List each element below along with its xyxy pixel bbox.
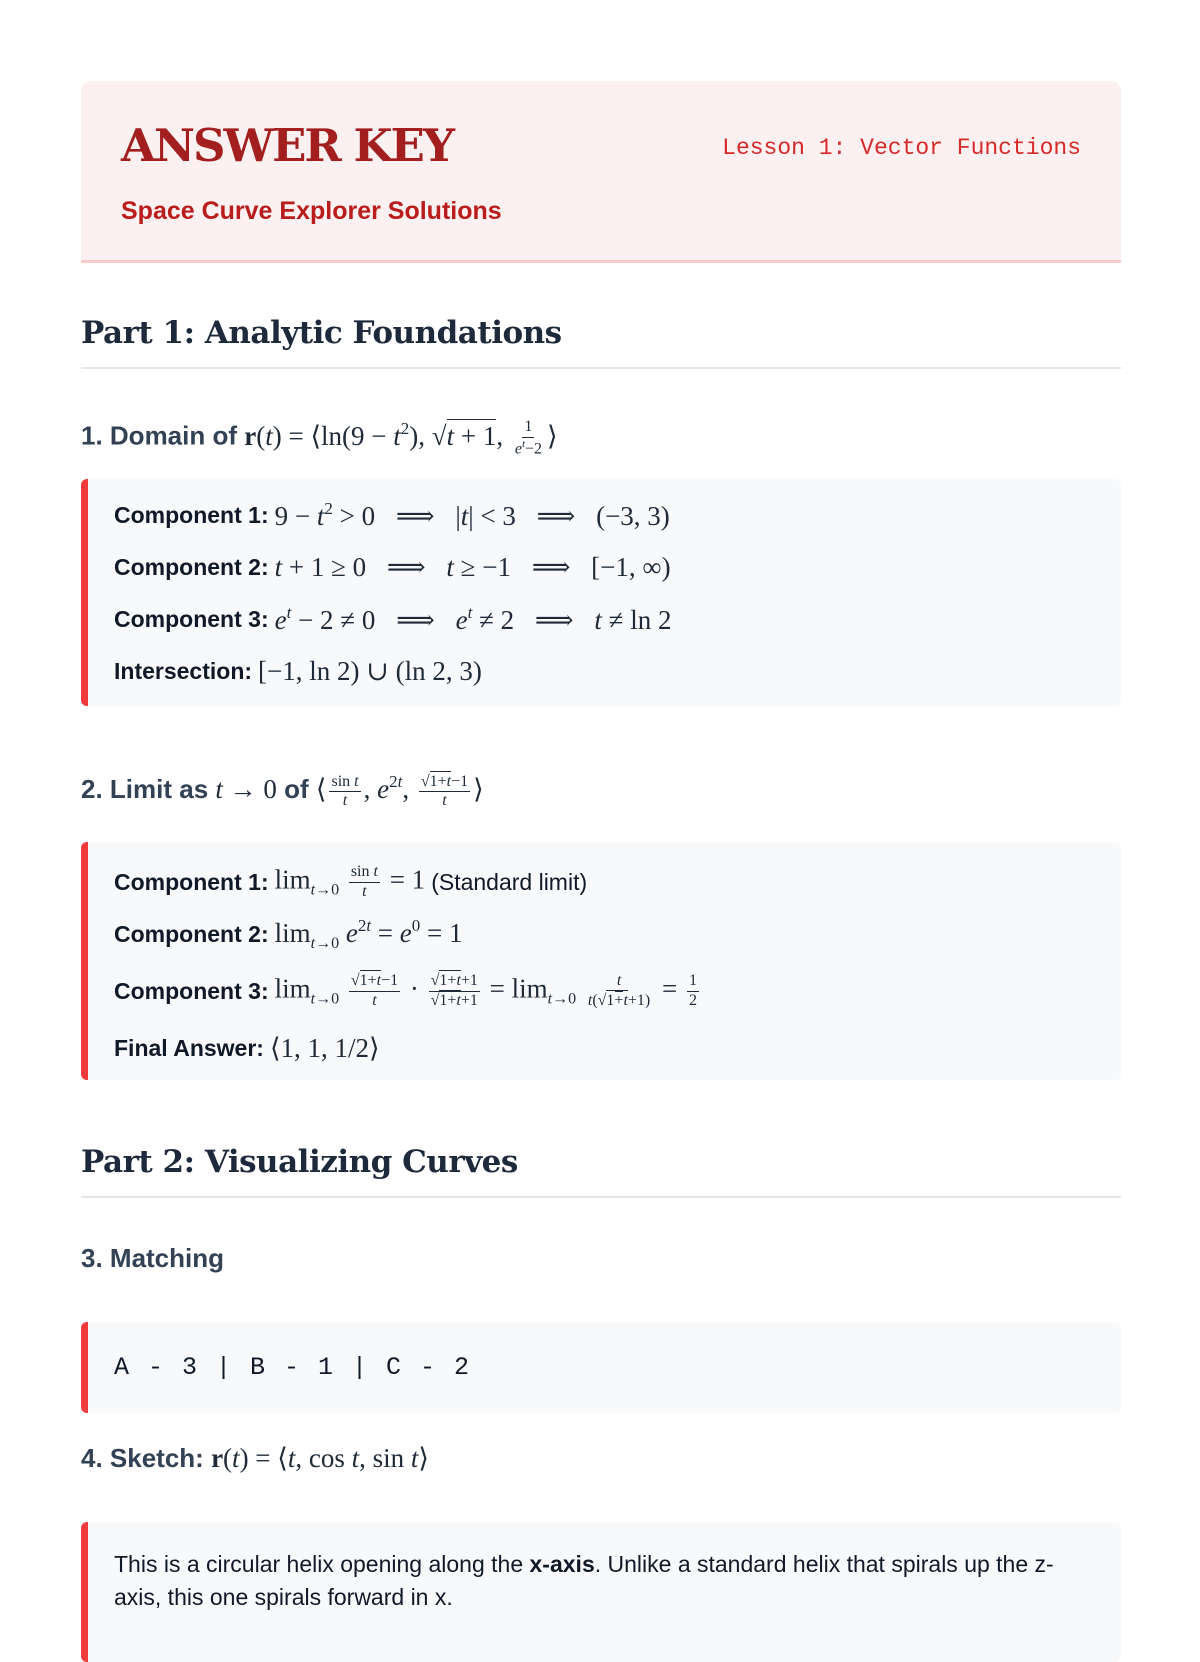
q3-label: 3. Matching <box>81 1243 225 1273</box>
q1-solution-box <box>81 479 1121 706</box>
q1-component2-math: t + 1 ≥ 0 ⟹ t ≥ −1 ⟹ [−1, ∞) <box>274 551 671 582</box>
q2-label-of: of <box>284 774 309 804</box>
q4-heading <box>81 1445 429 1472</box>
q2-label: 2. Limit as <box>81 774 209 804</box>
q1-component2: Component 2: t + 1 ≥ 0 ⟹ t ≥ −1 ⟹ [−1, ∞) <box>114 551 671 582</box>
q2-final-answer: Final Answer: ⟨1, 1, 1/2⟩ <box>114 1032 380 1063</box>
q1-intersection: Intersection: [−1, ln 2) ∪ (ln 2, 3) <box>114 655 482 686</box>
q2-final-answer-math: ⟨1, 1, 1/2⟩ <box>269 1032 380 1063</box>
page-subtitle: Space Curve Explorer Solutions <box>121 197 502 225</box>
part1-title: Part 1: Analytic Foundations <box>81 318 1121 369</box>
lesson-label: Lesson 1: Vector Functions <box>722 135 1081 161</box>
q1-component1-math: $9 - t^2 > 0$ ⟹ |t| < 3 ⟹ (−3, 3) <box>274 499 670 531</box>
q2-limit-var: t → 0 <box>215 774 277 804</box>
part2-title: Part 2: Visualizing Curves <box>81 1147 1121 1198</box>
q3-solution-box <box>81 1322 1121 1413</box>
q2-component2-math: $\lim_{t\to 0} e^{2t} = e^0 = 1$ <box>274 915 463 952</box>
q1-formula: r(t) = ⟨ln(9 − $t^2$), √t + 1, $\frac{1}{e^t-2}$ ⟩ <box>244 418 558 458</box>
q2-component1-math: $\lim_{t\to 0}$ $\frac{\text{sin t}}{t}$ = 1 <box>274 862 426 900</box>
q1-component3: Component 3: $e^t - 2 \ne 0$ ⟹ $e^t \ne 2$ ⟹ t ≠ ln 2 <box>114 603 672 635</box>
answer-key-page <box>81 81 1121 1611</box>
q4-solution-box <box>81 1522 1121 1662</box>
q4-description: This is a circular helix opening along the x-axis. Unlike a standard helix that spirals up the z-axis, this one spirals forward in x. <box>114 1551 1054 1611</box>
q1-component3-math: $e^t - 2 \ne 0$ ⟹ $e^t \ne 2$ ⟹ t ≠ ln 2 <box>274 603 672 635</box>
q3-heading <box>81 1245 224 1271</box>
q4-label: 4. Sketch: <box>81 1443 204 1473</box>
q2-component1: Component 1: $\lim_{t\to 0}$ $\frac{\text{sin t}}{t}$ = 1 (Standard limit) <box>114 862 588 900</box>
q1-heading <box>81 419 558 458</box>
q1-intersection-math: [−1, ln 2) ∪ (ln 2, 3) <box>258 655 482 686</box>
q4-formula: r(t) = ⟨t, cos t, sin t⟩ <box>211 1443 429 1473</box>
page-title: ANSWER KEY <box>121 119 453 172</box>
q2-component3-math: $\lim_{t\to 0}$ $\frac{√1+t-1}{t}$ · $\frac{√1+t+1}{√1+t+1}$ = $\lim_{t\to 0}$ $\frac{t}{t(√1+t+1)}$ = $\frac{1}{2}$ <box>274 971 697 1009</box>
x-axis-emphasis: x-axis <box>529 1551 595 1577</box>
q3-matching-answer: A - 3 | B - 1 | C - 2 <box>114 1353 472 1382</box>
q1-component1: Component 1: $9 - t^2 > 0$ ⟹ |t| < 3 ⟹ (−3, 3) <box>114 499 670 531</box>
q2-formula: ⟨ $\frac{\text{sin t}}{t}$ , $e^{2t}$, $\frac{√1+t-1}{t}$ ⟩ <box>315 772 484 810</box>
answer-key-header <box>81 81 1121 263</box>
q2-heading <box>81 773 484 810</box>
q2-component3: Component 3: $\lim_{t\to 0}$ $\frac{√1+t-1}{t}$ · $\frac{√1+t+1}{√1+t+1}$ = $\lim_{t\to 0}$ $\frac{t}{t(√1+t+1)}$ = $\frac{1}{2}$ <box>114 960 1121 1022</box>
q2-component2: Component 2: $\lim_{t\to 0} e^{2t} = e^0 = 1$ <box>114 915 463 952</box>
q2-component1-note: (Standard limit) <box>431 868 588 895</box>
q1-label: 1. Domain of <box>81 420 238 451</box>
q2-solution-box <box>81 842 1121 1080</box>
